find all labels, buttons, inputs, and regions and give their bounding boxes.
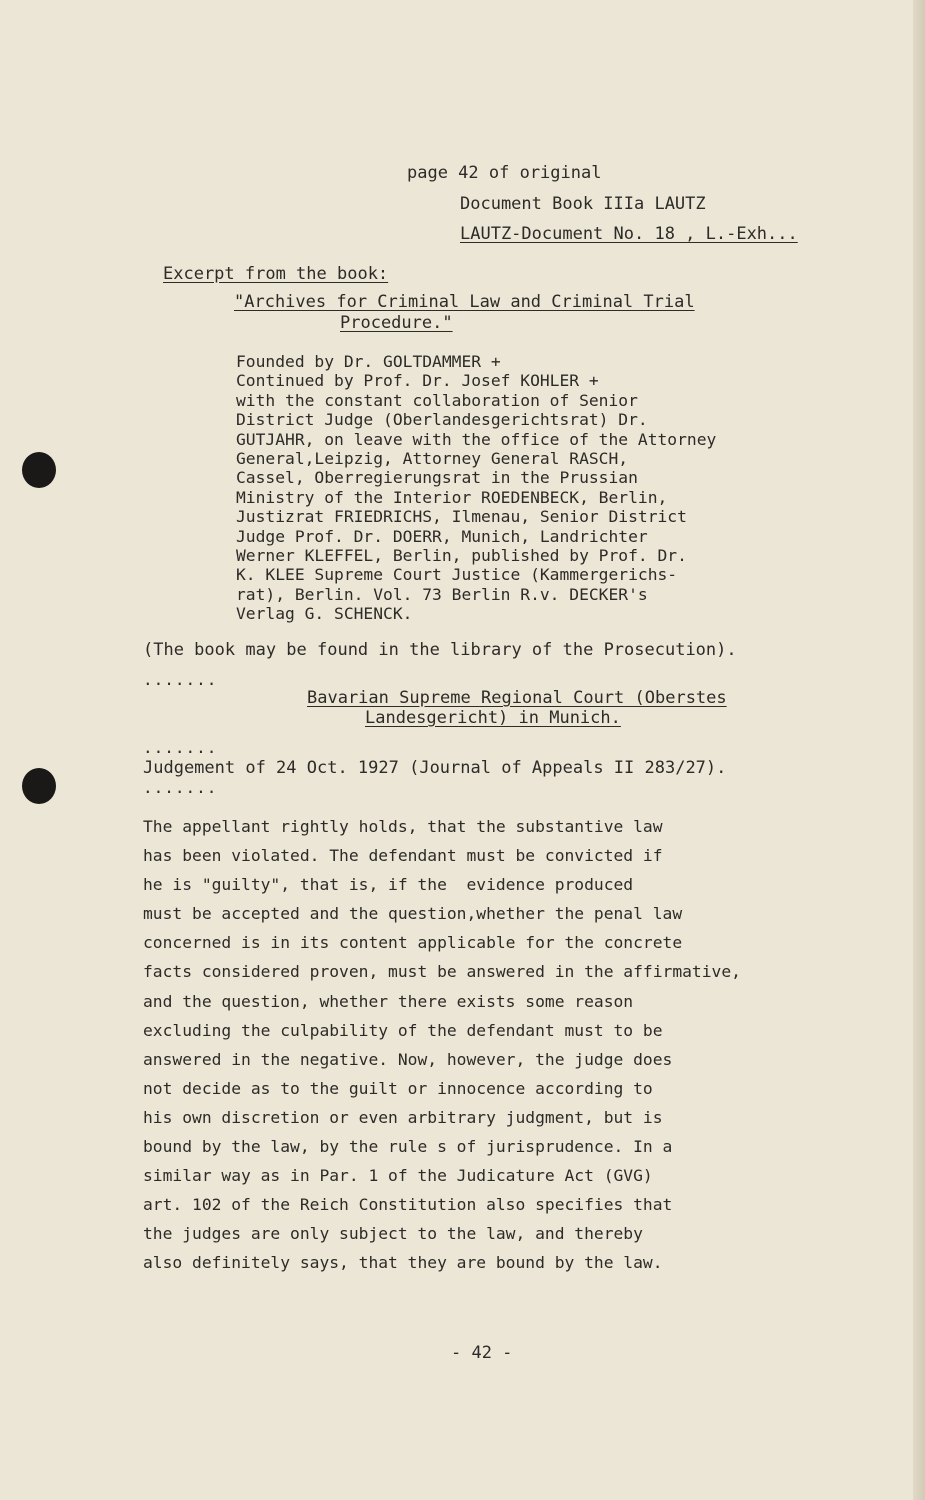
page-reference: page 42 of original — [407, 163, 602, 183]
court-name-line2: Landesgericht) in Munich. — [365, 708, 621, 728]
document-book: Document Book IIIa LAUTZ — [460, 194, 706, 214]
excerpt-label: Excerpt from the book: — [163, 264, 389, 284]
ellipsis-dots-2: ....... — [143, 738, 218, 757]
book-title-line1: "Archives for Criminal Law and Criminal Trial — [234, 292, 695, 312]
document-number: LAUTZ-Document No. 18 , L.-Exh... — [460, 224, 798, 244]
punch-hole-top — [22, 452, 56, 488]
judgement-line: Judgement of 24 Oct. 1927 (Journal of Appeals II 283/27). — [143, 758, 727, 778]
library-note: (The book may be found in the library of the Prosecution). — [143, 640, 737, 660]
book-title-line2: Procedure." — [340, 313, 453, 333]
ellipsis-dots-3: ....... — [143, 778, 218, 797]
page-number-footer: - 42 - — [451, 1343, 513, 1363]
judgement-body: The appellant rightly holds, that the substantive law has been violated. The defendant must be convicted if he is "guilty", that is, if the evidence produced must be accepted and the question,whether the penal law concerned is in its content applicable for the concrete facts considered proven, must be answered in the affirmative, and the question, whether there exists some reason excluding the culpability of the defendant must to be answered in the negative. Now, however, the judge does not decide as to the guilt or innocence according to his own discretion or even arbitrary judgment, but is bound by the law, by the rule s of jurisprudence. In a similar way as in Par. 1 of the Judicature Act (GVG) art. 102 of the Reich Constitution also specifies that the judges are only subject to the law, and thereby also definitely says, that they are bound by the law. — [143, 817, 741, 1273]
court-name-line1: Bavarian Supreme Regional Court (Oberstes — [307, 688, 727, 708]
punch-hole-bottom — [22, 768, 56, 804]
paper-edge — [913, 0, 925, 1500]
publication-details: Founded by Dr. GOLTDAMMER + Continued by Prof. Dr. Josef KOHLER + with the constant collaboration of Senior District Judge (Oberlandesgerichtsrat) Dr. GUTJAHR, on leave with the office of the Attorney General,Leipzig, Attorney General RASCH, Cassel, Oberregierungsrat in the Prussian Ministry of the Interior ROEDENBECK, Berlin, Justizrat FRIEDRICHS, Ilmenau, Senior District Judge Prof. Dr. DOERR, Munich, Landrichter Werner KLEFFEL, Berlin, published by Prof. Dr. K. KLEE Supreme Court Justice (Kammergerichs- rat), Berlin. Vol. 73 Berlin R.v. DECKER's Verlag G. SCHENCK. — [236, 352, 717, 624]
ellipsis-dots-1: ....... — [143, 670, 218, 689]
